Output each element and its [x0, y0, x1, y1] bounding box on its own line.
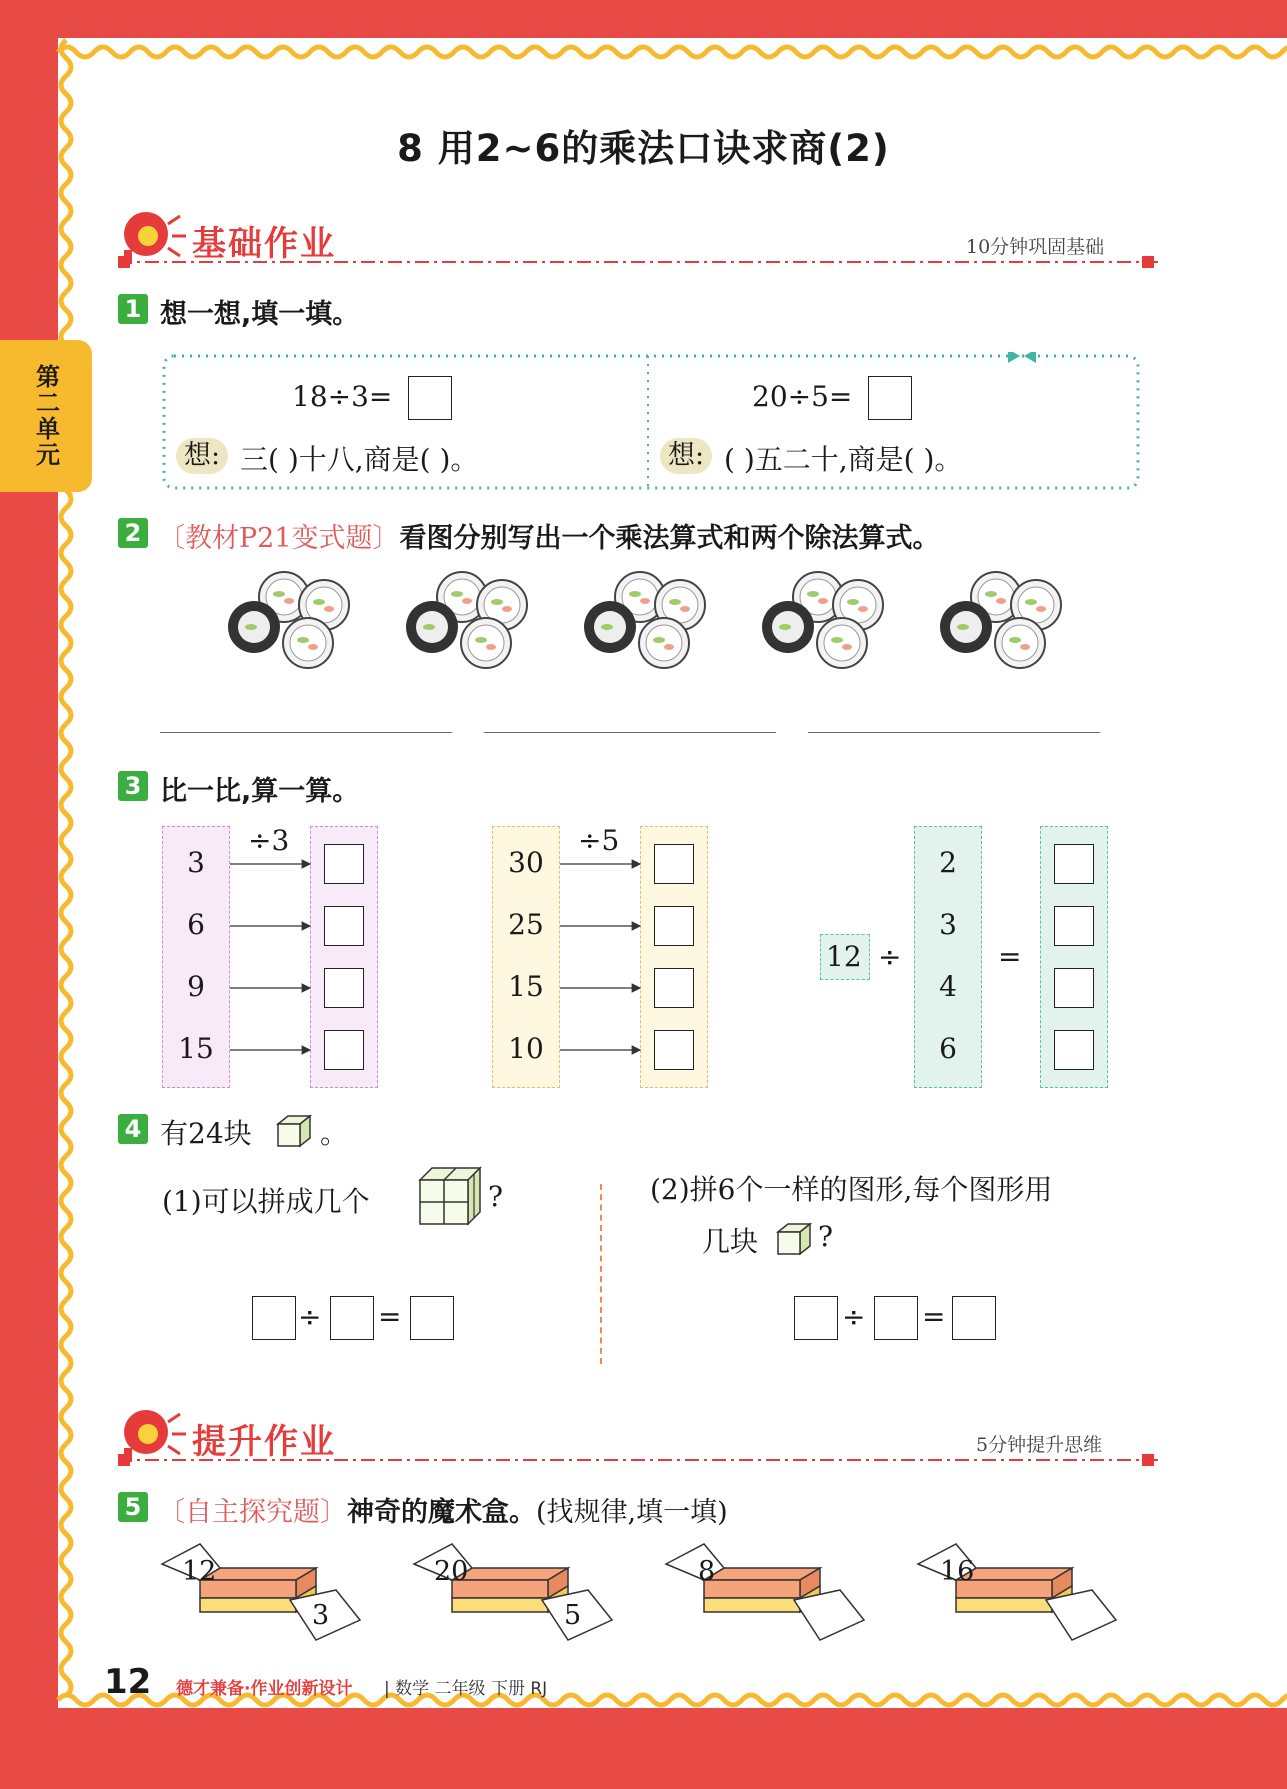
box-input: 12	[182, 1556, 217, 1587]
value: 15	[178, 1032, 214, 1065]
question-text: 看图分别写出一个乘法算式和两个除法算式。	[399, 523, 940, 554]
q1-right-expr: 20÷5=	[752, 380, 853, 413]
equals-sign: =	[998, 940, 1022, 973]
question-number: 2	[118, 518, 148, 548]
answer-box[interactable]	[874, 1296, 918, 1340]
section-divider	[118, 1454, 1160, 1466]
value: 30	[508, 846, 544, 879]
answer-box[interactable]	[952, 1296, 996, 1340]
q1-left-expr: 18÷3=	[292, 380, 393, 413]
value: 9	[187, 970, 205, 1003]
think-label: 想:	[660, 438, 712, 474]
box-output: 3	[312, 1600, 330, 1631]
divide-sign: ÷	[842, 1300, 866, 1333]
arrows	[558, 826, 644, 1088]
section-title-advanced: 提升作业	[192, 1422, 336, 1462]
value: 3	[939, 908, 957, 941]
big-cube-icon	[418, 1166, 482, 1226]
operator-label: ÷3	[248, 824, 290, 857]
answer-box[interactable]	[408, 376, 452, 420]
section-title-basic: 基础作业	[192, 224, 336, 264]
equals-sign: =	[378, 1300, 402, 1333]
value: 2	[939, 846, 957, 879]
question-text: 比一比,算一算。	[160, 776, 360, 807]
answer-box[interactable]	[868, 376, 912, 420]
answer-box[interactable]	[1054, 906, 1094, 946]
question-text-wrap	[158, 516, 940, 555]
q1-right-think: ( )五二十,商是( )。	[724, 443, 963, 476]
footer-info: | 数学 二年级 下册 RJ	[384, 1679, 548, 1699]
question-tag: 〔教材P21变式题〕	[158, 523, 400, 554]
answer-box[interactable]	[654, 1030, 694, 1070]
value: 10	[508, 1032, 544, 1065]
box-input: 8	[698, 1556, 716, 1587]
page-title: 8 用2~6的乘法口诀求商(2)	[397, 127, 890, 170]
q4-text: 有24块	[160, 1117, 252, 1150]
answer-box[interactable]	[1054, 968, 1094, 1008]
q4-part1-text: (1)可以拼成几个	[162, 1185, 370, 1218]
question-tag: 〔自主探究题〕	[158, 1497, 347, 1528]
value: 6	[939, 1032, 957, 1065]
q4-part1-q: ?	[488, 1180, 504, 1213]
section-note-basic: 10分钟巩固基础	[966, 236, 1105, 258]
question-text-wrap	[158, 1490, 728, 1529]
question-number: 4	[118, 1114, 148, 1144]
answer-box[interactable]	[654, 906, 694, 946]
section-divider	[118, 256, 1160, 268]
answer-box[interactable]	[1054, 1030, 1094, 1070]
magic-boxes	[160, 1540, 1140, 1650]
answer-box[interactable]	[324, 1030, 364, 1070]
magic-box	[666, 1544, 864, 1640]
cube-icon	[274, 1112, 314, 1150]
answer-box[interactable]	[654, 844, 694, 884]
question-hint: (找规律,填一填)	[536, 1497, 728, 1528]
q4-part2-line2: 几块	[702, 1225, 759, 1258]
answer-box[interactable]	[324, 906, 364, 946]
dividend: 12	[826, 940, 862, 973]
sushi-illustration	[224, 565, 1104, 685]
section-note-advanced: 5分钟提升思维	[976, 1434, 1103, 1456]
box-input: 20	[434, 1556, 469, 1587]
question-number: 5	[118, 1492, 148, 1522]
value: 3	[187, 846, 205, 879]
divide-sign: ÷	[878, 940, 902, 973]
value: 4	[939, 970, 957, 1003]
question-text: 神奇的魔术盒。	[347, 1497, 536, 1528]
box-output: 5	[564, 1600, 582, 1631]
answer-line[interactable]	[160, 732, 452, 733]
footer-brand: 德才兼备·作业创新设计	[176, 1679, 353, 1699]
answer-box[interactable]	[252, 1296, 296, 1340]
value: 25	[508, 908, 544, 941]
q4-part2-line1: (2)拼6个一样的图形,每个图形用	[650, 1173, 1053, 1206]
answer-box[interactable]	[410, 1296, 454, 1340]
q1-left-think: 三( )十八,商是( )。	[240, 443, 479, 476]
box-input: 16	[940, 1556, 975, 1587]
answer-line[interactable]	[484, 732, 776, 733]
answer-box[interactable]	[1054, 844, 1094, 884]
q4-part2-q: ?	[818, 1220, 834, 1253]
answer-box[interactable]	[794, 1296, 838, 1340]
divider	[600, 1184, 602, 1364]
cube-icon	[774, 1220, 814, 1258]
answer-box[interactable]	[324, 844, 364, 884]
value: 15	[508, 970, 544, 1003]
value: 6	[187, 908, 205, 941]
answer-box[interactable]	[330, 1296, 374, 1340]
equals-sign: =	[922, 1300, 946, 1333]
arrows	[228, 826, 314, 1088]
question-number: 3	[118, 771, 148, 801]
think-label: 想:	[176, 438, 228, 474]
divide-sign: ÷	[298, 1300, 322, 1333]
q4-text-end: 。	[320, 1117, 349, 1150]
answer-line[interactable]	[808, 732, 1100, 733]
operator-label: ÷5	[578, 824, 620, 857]
unit-tab: 第二单元	[0, 340, 92, 492]
question-text: 想一想,填一填。	[160, 299, 360, 330]
answer-box[interactable]	[324, 968, 364, 1008]
answer-box[interactable]	[654, 968, 694, 1008]
page-number: 12	[104, 1662, 152, 1702]
question-number: 1	[118, 294, 148, 324]
